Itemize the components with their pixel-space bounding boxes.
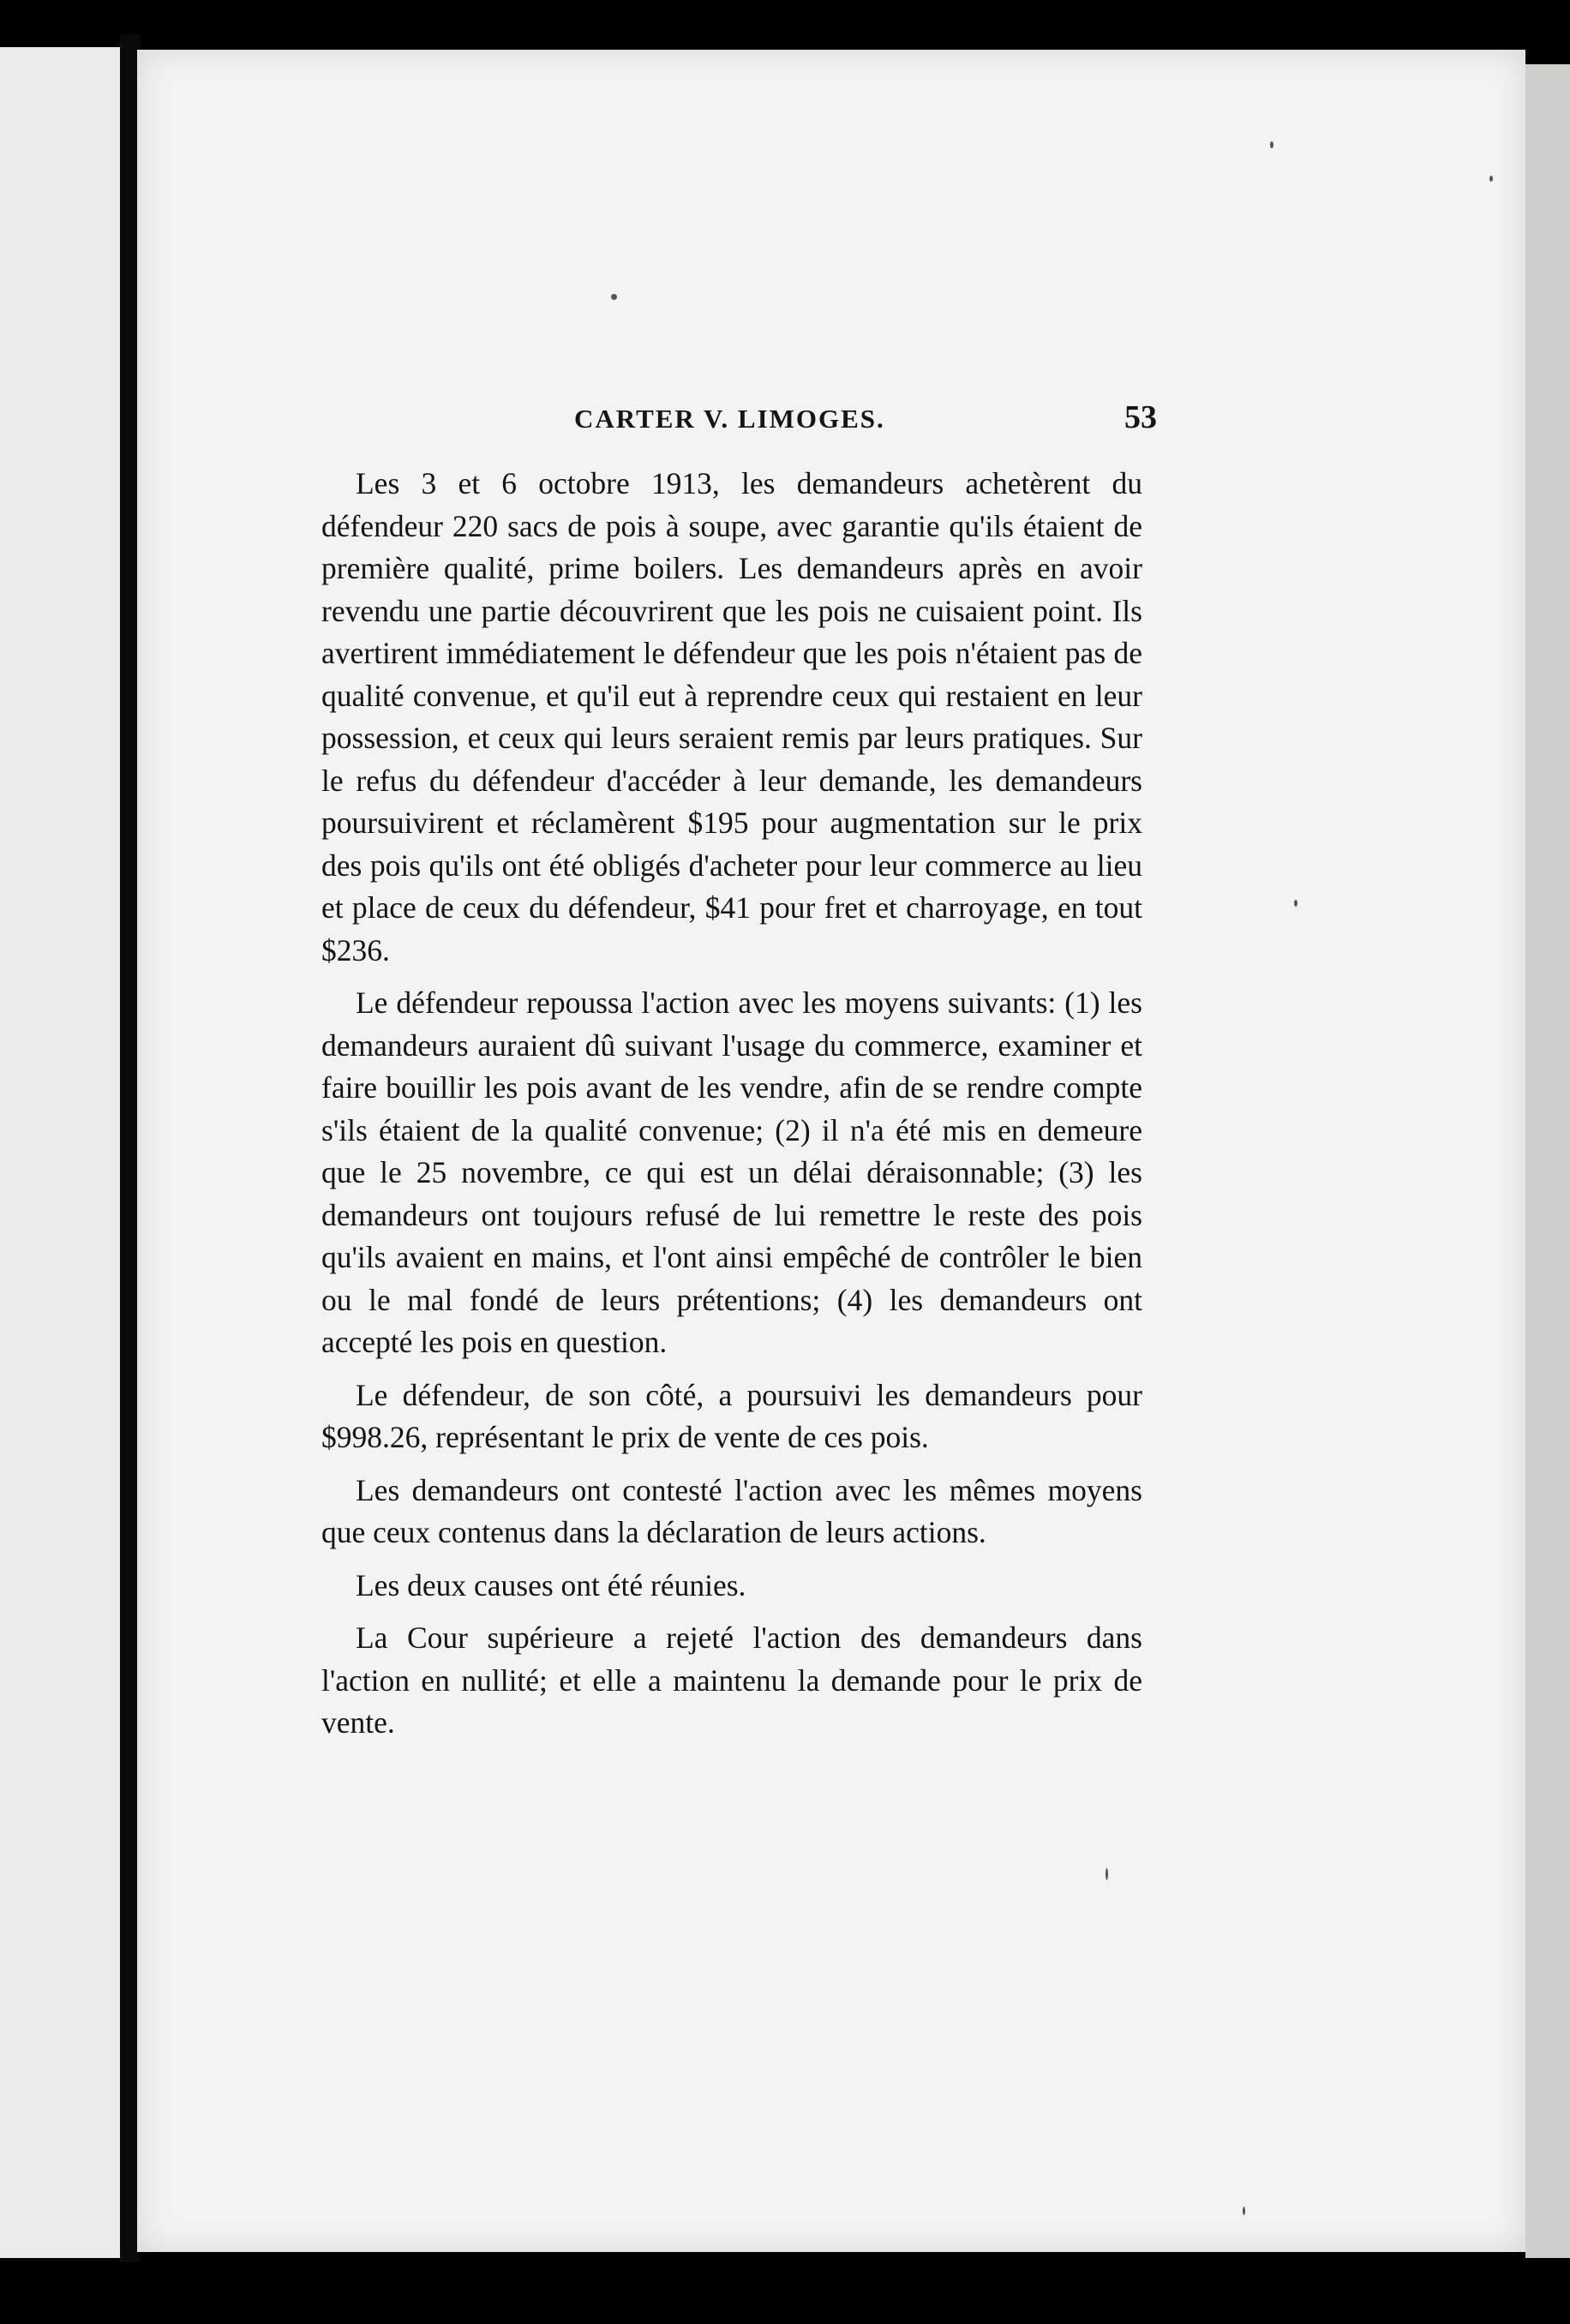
page-number: 53: [1124, 399, 1157, 435]
ink-speck: [1243, 2207, 1245, 2215]
paragraph: Le défendeur repoussa l'action avec les moyens suivants: (1) les demandeurs auraient dû suivant l'usage du commerce, examiner et faire bouillir les pois avant de les vendre, afin de se rendre compte s'ils étaient de la qualité convenue; (2) il n'a été mis en demeure que le 25 novembre, ce qui est un délai déraisonnable; (3) les demandeurs ont toujours refusé de lui remettre le reste des pois qu'ils avaient en mains, et l'ont ainsi empêché de contrôler le bien ou le mal fondé de leurs prétentions; (4) les demandeurs ont accepté les pois en question.: [321, 985, 1142, 1359]
running-title: CARTER V. LIMOGES.: [574, 404, 885, 434]
ink-speck: [1106, 1868, 1108, 1880]
ink-speck: [611, 294, 617, 300]
paragraph: Les 3 et 6 octobre 1913, les demandeurs achetèrent du défendeur 220 sacs de pois à soupe, avec garantie qu'ils étaient de première qualité, prime boilers. Les demandeurs après en avoir revendu une partie découvrirent que les pois ne cuisaient point. Ils avertirent immédiatement le défendeur que les pois n'étaient pas de qualité convenue, et qu'il eut à reprendre ceux qui restaient en leur possession, et ceux qui leurs seraient remis par leurs pratiques. Sur le refus du défendeur d'accéder à leur demande, les demandeurs poursuivirent et réclamèrent $195 pour augmentation sur le prix des pois qu'ils ont été obligés d'acheter pour leur commerce au lieu et place de ceux du défendeur, $41 pour fret et charroyage, en tout $236.: [321, 466, 1142, 967]
facing-page-edge: [0, 47, 120, 2258]
paragraph: La Cour supérieure a rejeté l'action des demandeurs dans l'action en nullité; et elle a maintenu la demande pour le prix de vente.: [321, 1620, 1142, 1740]
paragraph: Les deux causes ont été réunies.: [356, 1567, 746, 1602]
ink-speck: [1489, 176, 1493, 182]
ink-speck: [1294, 900, 1297, 907]
paragraph: Les demandeurs ont contesté l'action avec les mêmes moyens que ceux contenus dans la déclaration de leurs actions.: [321, 1472, 1142, 1549]
ink-speck: [1270, 141, 1273, 148]
body-text: [321, 463, 1142, 1755]
running-head: [321, 398, 1157, 450]
page-edge-strip: [1525, 64, 1570, 2258]
paragraph: Le défendeur, de son côté, a poursuivi les demandeurs pour $998.26, représentant le prix de vente de ces pois.: [321, 1377, 1142, 1454]
